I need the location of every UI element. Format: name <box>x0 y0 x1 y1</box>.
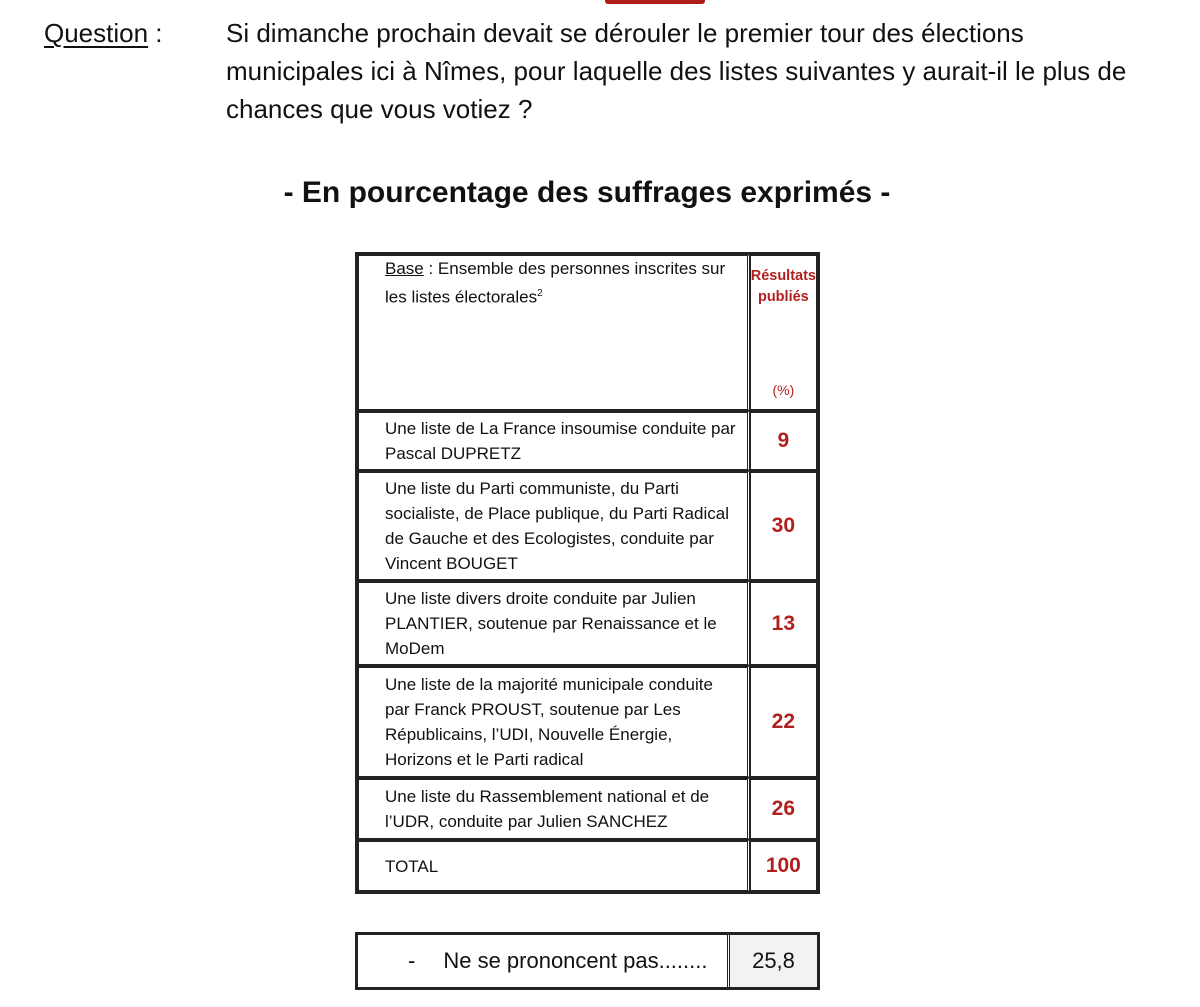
row-label: Une liste du Rassemblement national et de l’UDR, conduite par Julien SANCHEZ <box>358 777 750 839</box>
header-base-text: : Ensemble des personnes inscrites sur les listes électorales <box>385 259 726 307</box>
header-results-cell <box>750 255 817 410</box>
question-label-separator: : <box>148 18 163 48</box>
results-table <box>355 252 820 894</box>
question-label-text: Question <box>44 18 149 48</box>
table-header-row <box>358 255 817 410</box>
header-base-cell <box>358 255 750 410</box>
no-opinion-value: 25,8 <box>730 935 817 987</box>
row-value: 22 <box>750 665 817 777</box>
table-row <box>358 410 817 470</box>
row-label: Une liste divers droite conduite par Julien PLANTIER, soutenue par Renaissance et le MoDem <box>358 580 750 665</box>
question-text: Si dimanche prochain devait se dérouler le premier tour des élections municipales ici à Nîmes, pour laquelle des listes suivantes y aurait-il le plus de chances que vous votiez ? <box>226 18 1127 124</box>
table-total-row <box>358 839 817 891</box>
no-opinion-label-cell <box>358 935 730 987</box>
row-label: Une liste de la majorité municipale conduite par Franck PROUST, soutenue par Les Républicains, l’UDI, Nouvelle Énergie, Horizons et le Parti radical <box>358 665 750 777</box>
no-opinion-box <box>355 932 820 990</box>
table-row <box>358 580 817 665</box>
row-value: 26 <box>750 777 817 839</box>
page-subtitle: - En pourcentage des suffrages exprimés - <box>283 176 891 209</box>
row-label: Une liste du Parti communiste, du Parti socialiste, de Place publique, du Parti Radical de Gauche et des Ecologistes, conduite par Vincent BOUGET <box>358 470 750 580</box>
question-label <box>44 14 163 52</box>
no-opinion-dash: - <box>408 948 416 973</box>
table-row <box>358 777 817 839</box>
row-value: 13 <box>750 580 817 665</box>
top-cropped-heading-fragment <box>605 0 705 4</box>
header-footnote: 2 <box>537 288 543 299</box>
header-base-label: Base <box>385 259 424 278</box>
row-value: 9 <box>750 410 817 470</box>
header-column-title: Résultats publiés <box>750 268 816 305</box>
total-value: 100 <box>750 839 817 891</box>
row-value: 30 <box>750 470 817 580</box>
table-row <box>358 470 817 580</box>
total-label: TOTAL <box>358 839 750 891</box>
row-label: Une liste de La France insoumise conduite par Pascal DUPRETZ <box>358 410 750 470</box>
no-opinion-label: Ne se prononcent pas........ <box>443 948 708 973</box>
table-row <box>358 665 817 777</box>
header-unit: (%) <box>772 382 795 398</box>
